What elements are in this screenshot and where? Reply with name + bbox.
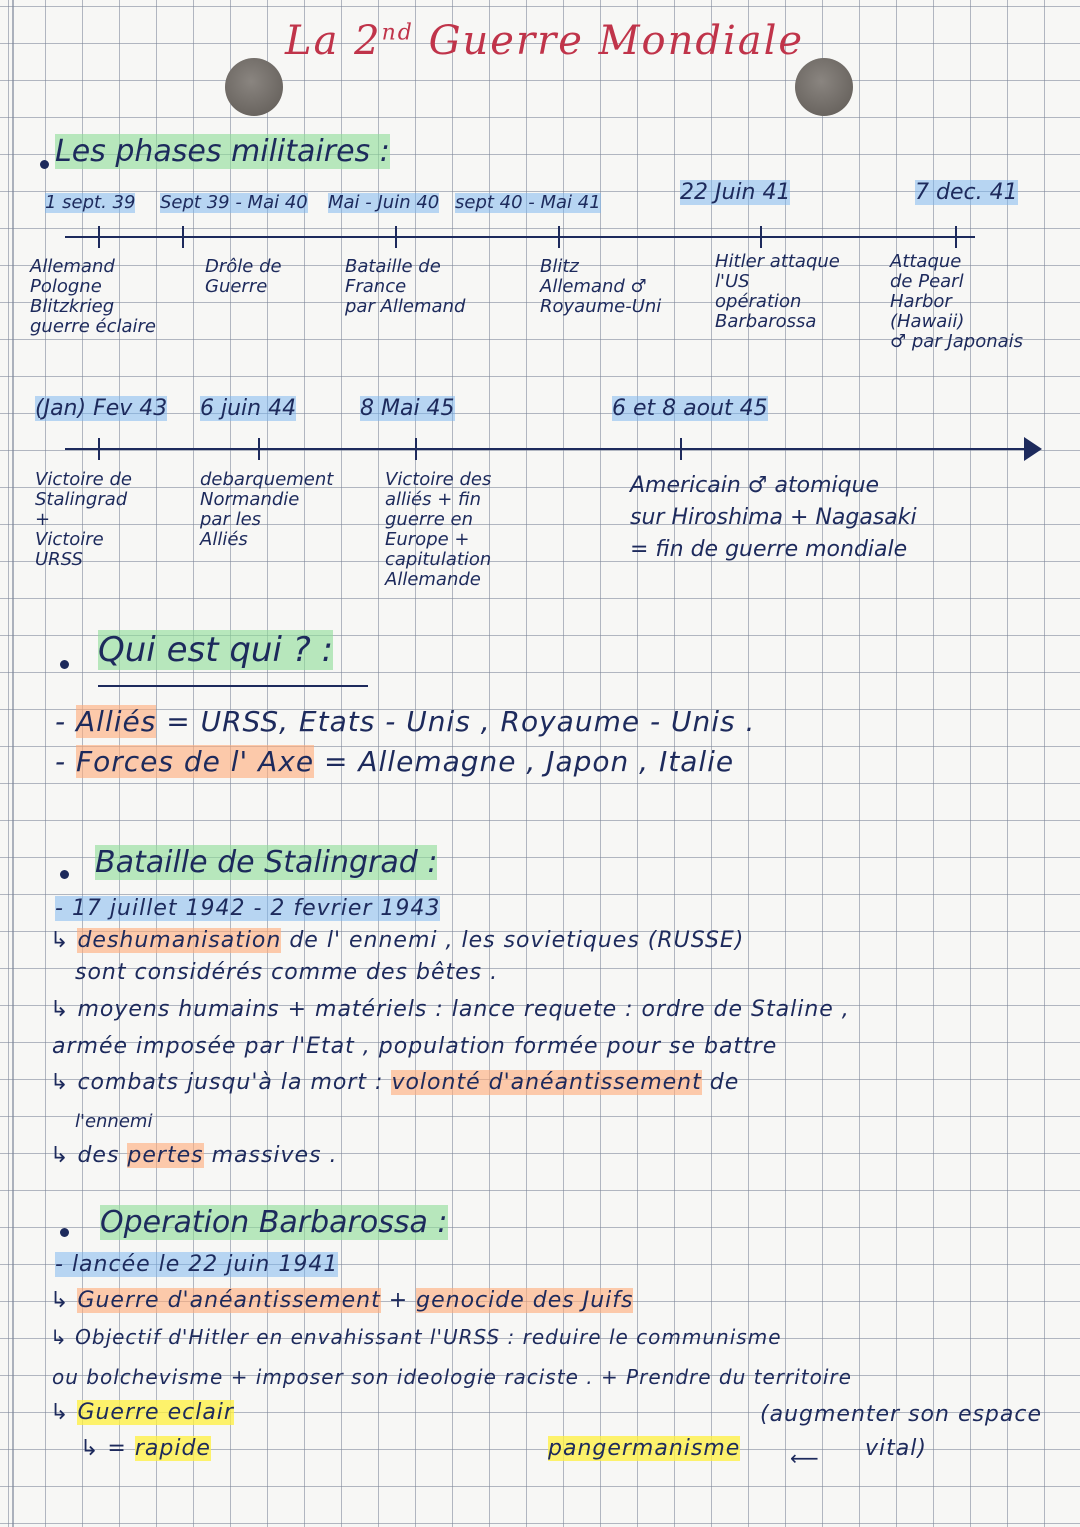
timeline-event: Victoire des alliés + fin guerre en Europe + capitulation Allemande [385,469,492,590]
barbarossa-date: - lancée le 22 juin 1941 [55,1252,339,1277]
timeline-event: Americain ♂ atomique sur Hiroshima + Nagasaki = fin de guerre mondiale [630,473,917,562]
timeline-tick [558,226,560,248]
timeline-axis [65,448,1025,450]
barbarossa-pangermanisme: pangermanisme [548,1436,741,1461]
timeline-date: (Jan) Fev 43 [35,396,168,421]
timeline-tick [955,226,957,248]
stalingrad-line-2b: armée imposée par l'Etat , population formée pour se battre [52,1034,778,1059]
timeline-date: 8 Mai 45 [360,396,455,421]
page-title: La 2nd Guerre Mondiale [285,18,805,64]
timeline-tick [760,226,762,248]
timeline-event: Attaque de Pearl Harbor (Hawaii) ♂ par Japonais [890,251,1024,352]
timeline-event: Victoire de Stalingrad + Victoire URSS [35,469,132,570]
section-heading-stalingrad: Bataille de Stalingrad : [95,845,438,880]
timeline-event: Blitz Allemand ♂ Royaume-Uni [540,256,662,317]
bullet [60,870,69,879]
timeline-tick [258,438,260,460]
timeline-date: 6 juin 44 [200,396,297,421]
barbarossa-line-5: ↳ = rapide [80,1436,211,1461]
axis-line: - Forces de l' Axe = Allemagne , Japon , Italie [55,745,735,778]
barbarossa-line-4: ↳ Guerre eclair [50,1400,234,1425]
barbarossa-note-2: vital) [865,1436,927,1461]
timeline-tick [415,438,417,460]
stalingrad-line-1b: sont considérés comme des bêtes . [75,960,499,985]
timeline-axis [65,236,975,238]
section-heading-qui: Qui est qui ? : [98,630,334,670]
stalingrad-line-4: ↳ des pertes massives . [50,1143,338,1168]
stalingrad-line-2: ↳ moyens humains + matériels : lance requete : ordre de Staline , [50,997,850,1022]
bullet [60,660,69,669]
timeline-event: Allemand Pologne Blitzkrieg guerre éclaire [30,256,156,337]
timeline-event: debarquement Normandie par les Alliés [200,469,334,550]
timeline-date: Mai - Juin 40 [328,192,440,213]
barbarossa-line-3: ou bolchevisme + imposer son ideologie raciste . + Prendre du territoire [52,1365,852,1389]
stalingrad-line-3b: l'ennemi [75,1111,153,1132]
timeline-tick [98,438,100,460]
section-heading-barbarossa: Operation Barbarossa : [100,1205,448,1240]
timeline-tick [680,438,682,460]
barbarossa-line-1: ↳ Guerre d'anéantissement + genocide des Juifs [50,1288,634,1313]
punch-hole-left [225,58,283,116]
timeline-tick [395,226,397,248]
margin-line [12,0,14,1527]
timeline-date: 7 dec. 41 [915,180,1018,205]
arrow-right-icon [1024,437,1042,461]
timeline-date: sept 40 - Mai 41 [455,192,601,213]
heading-underline [98,685,368,687]
allies-line: - Alliés = URSS, Etats - Unis , Royaume - Unis . [55,705,756,738]
stalingrad-line-3: ↳ combats jusqu'à la mort : volonté d'anéantissement de [50,1070,740,1095]
timeline-event: Drôle de Guerre [205,256,282,297]
stalingrad-dates: - 17 juillet 1942 - 2 fevrier 1943 [55,896,441,921]
arrow-left-icon: ⟵ [790,1446,819,1470]
bullet [40,160,49,169]
barbarossa-note: (augmenter son espace [760,1402,1043,1427]
timeline-event: Hitler attaque l'US opération Barbarossa [715,251,840,332]
timeline-date: Sept 39 - Mai 40 [160,192,308,213]
section-heading-phases: Les phases militaires : [55,134,390,169]
timeline-date: 1 sept. 39 [45,192,136,213]
timeline-tick [182,226,184,248]
timeline-tick [98,226,100,248]
bullet [60,1228,69,1237]
punch-hole-right [795,58,853,116]
barbarossa-line-2: ↳ Objectif d'Hitler en envahissant l'URSS : reduire le communisme [50,1325,782,1349]
stalingrad-line-1: ↳ deshumanisation de l' ennemi , les sovietiques (RUSSE) [50,928,745,953]
timeline-date: 6 et 8 aout 45 [612,396,768,421]
timeline-event: Bataille de France par Allemand [345,256,466,317]
timeline-date: 22 Juin 41 [680,180,791,205]
